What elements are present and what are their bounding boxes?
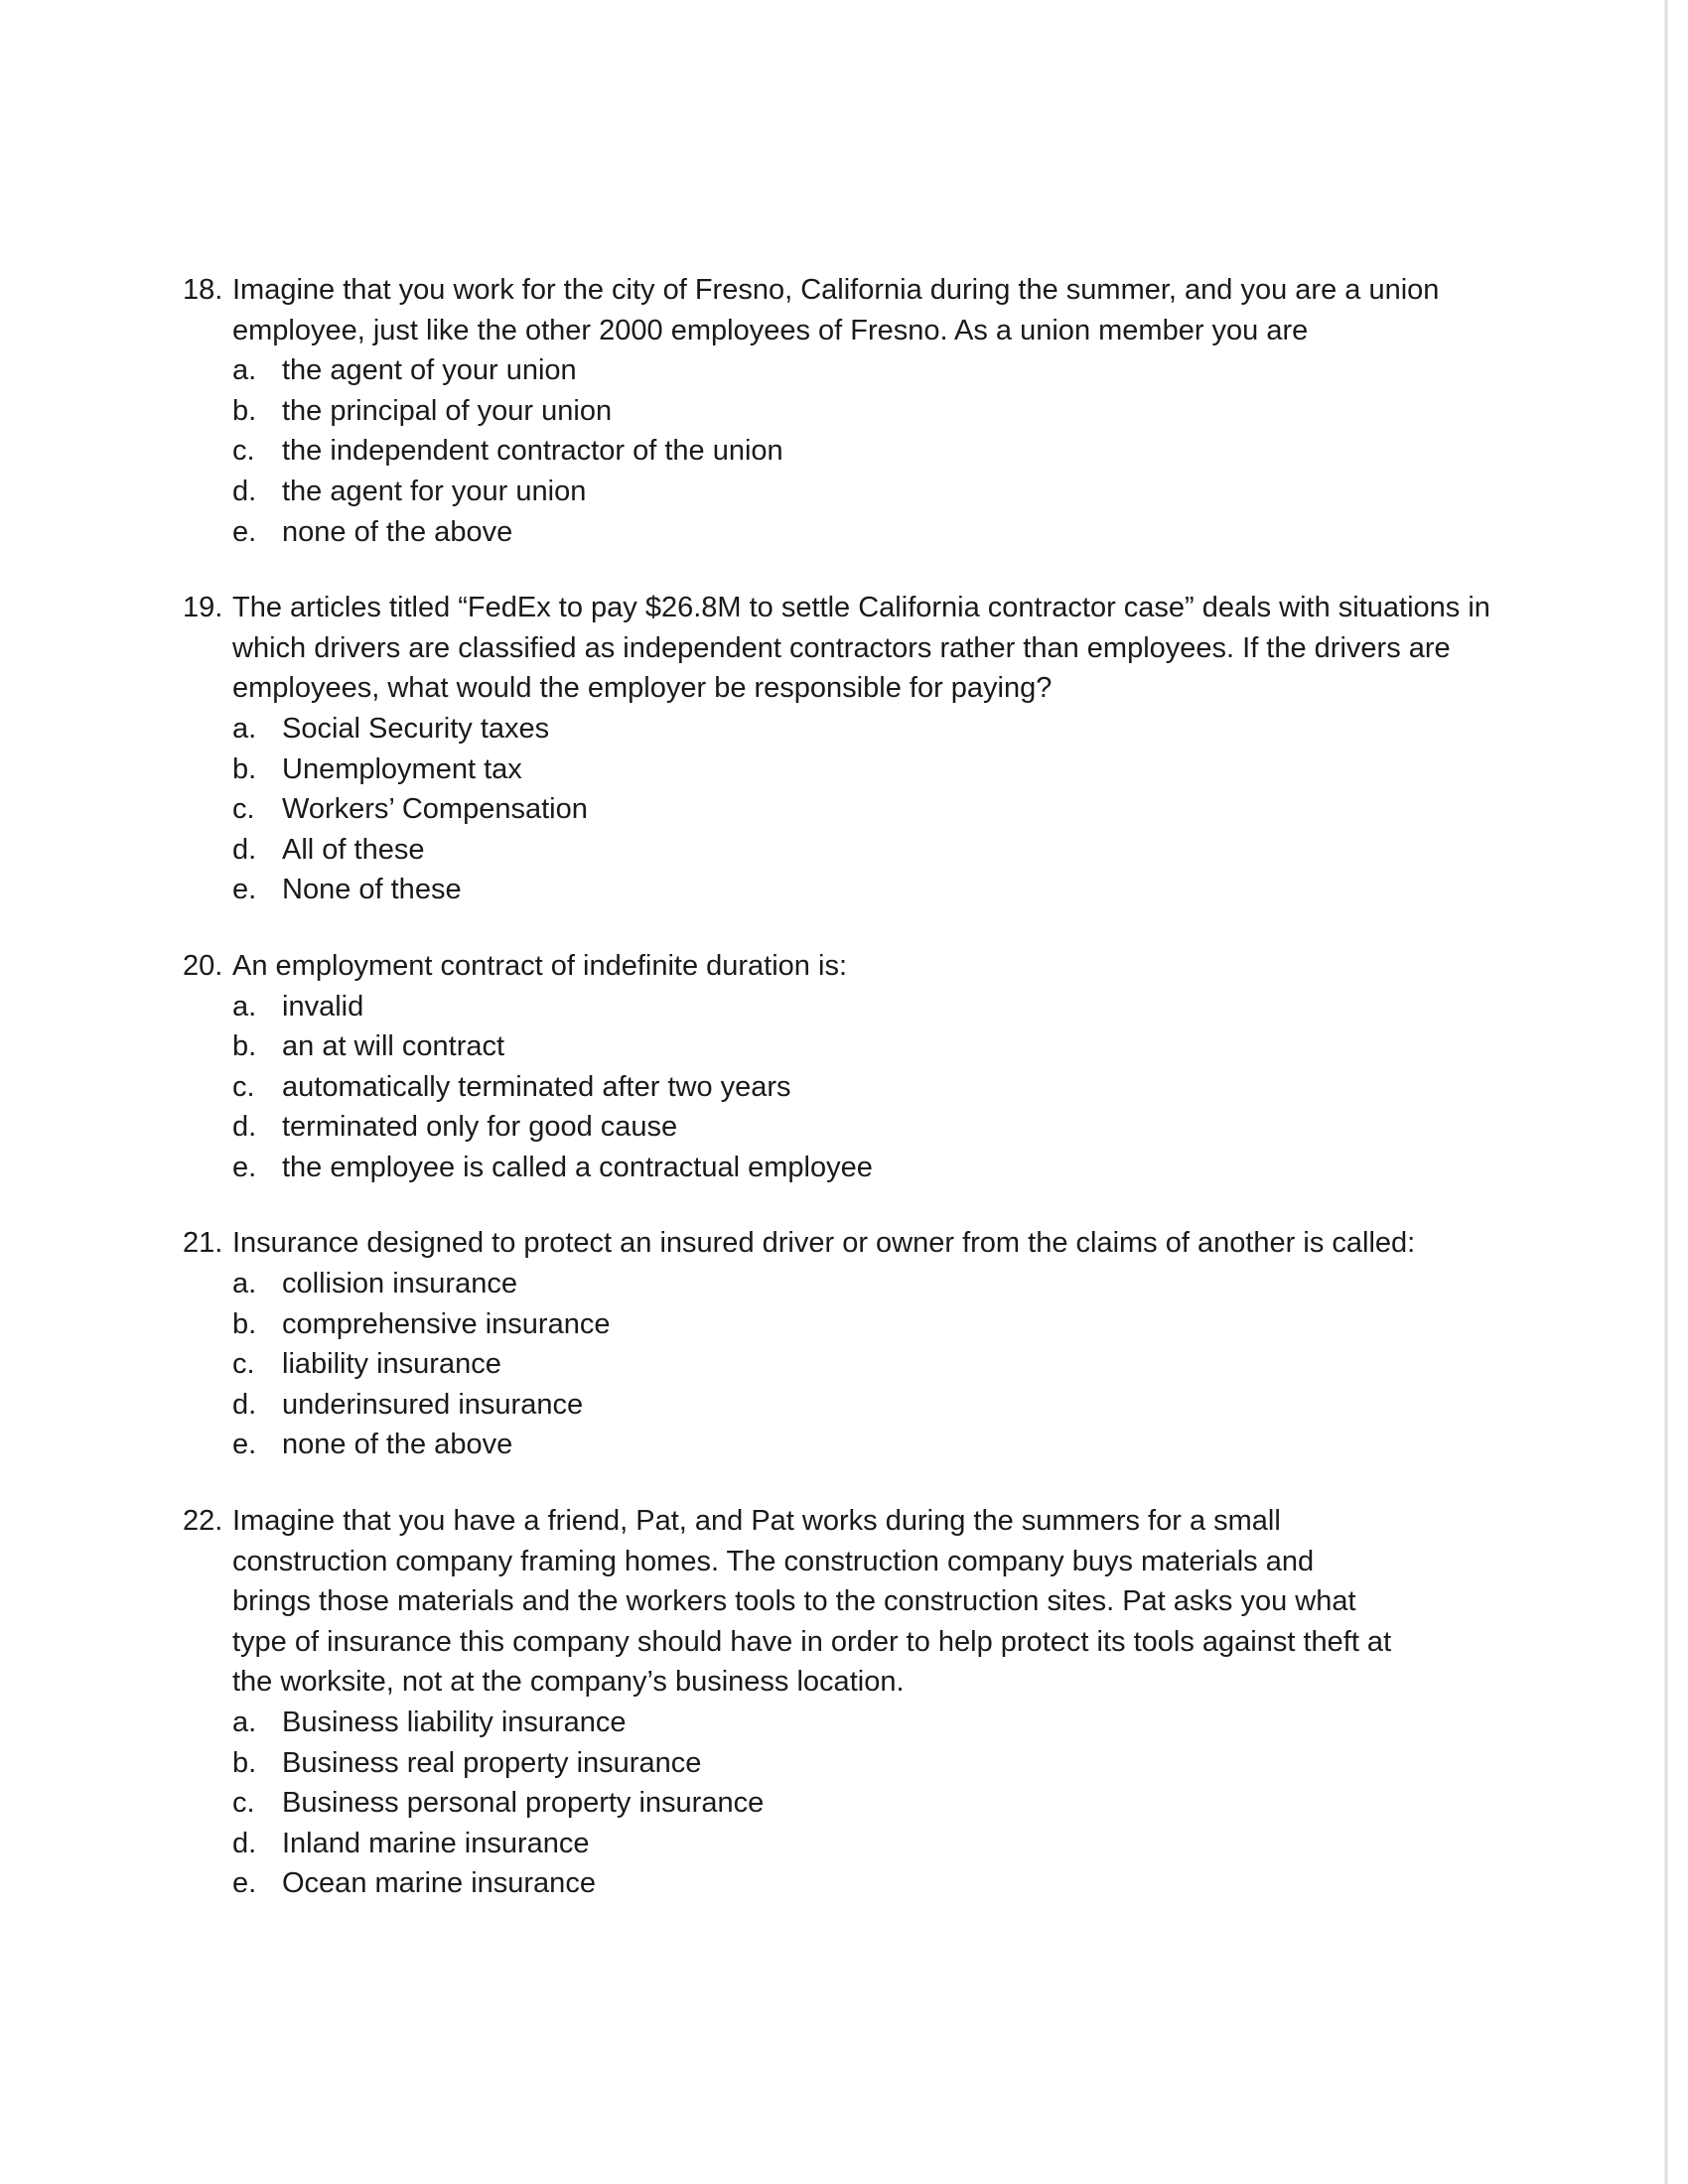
question-number: 20.	[183, 949, 223, 982]
answer-option-b	[183, 1743, 1593, 1784]
option-letter: e.	[232, 515, 257, 548]
option-text: Inland marine insurance	[282, 1827, 590, 1859]
answer-option-d	[183, 1385, 1593, 1426]
option-letter: d.	[232, 833, 257, 866]
option-letter: c.	[232, 1787, 255, 1820]
answer-option-c	[183, 1783, 1593, 1824]
option-text: Business real property insurance	[282, 1746, 702, 1779]
question-list	[183, 270, 1593, 1940]
option-text: automatically terminated after two years	[282, 1070, 791, 1103]
option-text: the principal of your union	[282, 394, 613, 427]
answer-option-c	[183, 1067, 1593, 1108]
option-letter: b.	[232, 1030, 257, 1063]
option-letter: d.	[232, 1388, 257, 1421]
question-number: 18.	[183, 274, 223, 306]
option-text: the independent contractor of the union	[282, 435, 783, 468]
scan-edge-shadow	[1664, 0, 1668, 2184]
option-letter: b.	[232, 752, 257, 785]
option-text: terminated only for good cause	[282, 1111, 678, 1144]
answer-option-d	[183, 472, 1593, 512]
answer-option-c	[183, 1344, 1593, 1385]
option-text: Workers’ Compensation	[282, 793, 588, 826]
option-text: invalid	[282, 990, 364, 1023]
question-stem	[183, 946, 1593, 987]
answer-options	[183, 709, 1593, 910]
option-text: liability insurance	[282, 1348, 501, 1381]
option-text: an at will contract	[282, 1030, 505, 1063]
answer-option-e	[183, 512, 1593, 553]
option-text: the employee is called a contractual employee	[282, 1151, 873, 1183]
answer-option-d	[183, 1824, 1593, 1864]
answer-option-a	[183, 987, 1593, 1027]
answer-option-a	[183, 1703, 1593, 1743]
answer-option-d	[183, 1107, 1593, 1148]
answer-option-a	[183, 1264, 1593, 1304]
answer-options	[183, 987, 1593, 1188]
option-letter: c.	[232, 1070, 255, 1103]
question-text: An employment contract of indefinite duration is:	[232, 949, 847, 982]
option-text: All of these	[282, 833, 425, 866]
answer-option-b	[183, 391, 1593, 432]
question-22	[183, 1501, 1593, 1904]
option-letter: d.	[232, 1827, 257, 1859]
question-text: Insurance designed to protect an insured driver or owner from the claims of another is called:	[232, 1227, 1416, 1260]
question-stem	[183, 1223, 1593, 1264]
option-text: Ocean marine insurance	[282, 1867, 596, 1900]
option-letter: d.	[232, 1111, 257, 1144]
answer-option-e	[183, 1148, 1593, 1188]
option-text: the agent for your union	[282, 475, 587, 507]
option-letter: a.	[232, 990, 257, 1023]
option-text: underinsured insurance	[282, 1388, 584, 1421]
answer-options	[183, 1264, 1593, 1465]
answer-option-c	[183, 431, 1593, 472]
answer-option-d	[183, 830, 1593, 871]
answer-options	[183, 1703, 1593, 1904]
question-text: Imagine that you work for the city of Fresno, California during the summer, and you are a union employee, just like the other 2000 employees of Fresno. As a union member you are	[232, 274, 1440, 346]
option-letter: b.	[232, 394, 257, 427]
question-text: Imagine that you have a friend, Pat, and Pat works during the summers for a small construction company framing homes. The construction company buys materials and brings those materials and the workers tools to the construction sites. Pat asks you what type of insurance this company should have in order to help protect its tools against theft at the worksite, not at the company’s business location.	[232, 1505, 1392, 1699]
question-18	[183, 270, 1593, 552]
answer-option-b	[183, 1304, 1593, 1345]
question-text: The articles titled “FedEx to pay $26.8M to settle California contractor case” deals with situations in which drivers are classified as independent contractors rather than employees. If the drivers are employees, what would the employer be responsible for paying?	[232, 592, 1490, 705]
option-letter: e.	[232, 874, 257, 906]
question-stem	[183, 270, 1593, 350]
question-stem	[183, 588, 1593, 709]
answer-option-b	[183, 1026, 1593, 1067]
answer-option-e	[183, 870, 1593, 910]
option-letter: a.	[232, 354, 257, 387]
option-letter: a.	[232, 712, 257, 745]
option-text: Business liability insurance	[282, 1706, 627, 1738]
option-letter: c.	[232, 1348, 255, 1381]
answer-options	[183, 350, 1593, 552]
answer-option-e	[183, 1863, 1593, 1904]
option-letter: e.	[232, 1151, 257, 1183]
answer-option-c	[183, 789, 1593, 830]
option-text: collision insurance	[282, 1268, 517, 1300]
option-text: Unemployment tax	[282, 752, 522, 785]
answer-option-a	[183, 350, 1593, 391]
option-letter: a.	[232, 1268, 257, 1300]
option-text: comprehensive insurance	[282, 1307, 611, 1340]
answer-option-e	[183, 1425, 1593, 1465]
option-text: Business personal property insurance	[282, 1787, 765, 1820]
option-letter: c.	[232, 435, 255, 468]
question-21	[183, 1223, 1593, 1465]
option-text: the agent of your union	[282, 354, 577, 387]
option-letter: c.	[232, 793, 255, 826]
question-number: 19.	[183, 592, 223, 624]
option-letter: e.	[232, 1867, 257, 1900]
option-text: None of these	[282, 874, 462, 906]
option-letter: e.	[232, 1429, 257, 1461]
answer-option-a	[183, 709, 1593, 750]
option-text: none of the above	[282, 515, 513, 548]
option-letter: b.	[232, 1307, 257, 1340]
question-stem	[183, 1501, 1593, 1703]
option-letter: b.	[232, 1746, 257, 1779]
answer-option-b	[183, 750, 1593, 790]
question-number: 22.	[183, 1505, 223, 1538]
question-19	[183, 588, 1593, 910]
question-number: 21.	[183, 1227, 223, 1260]
option-text: Social Security taxes	[282, 712, 550, 745]
question-20	[183, 946, 1593, 1188]
option-letter: a.	[232, 1706, 257, 1738]
option-letter: d.	[232, 475, 257, 507]
option-text: none of the above	[282, 1429, 513, 1461]
